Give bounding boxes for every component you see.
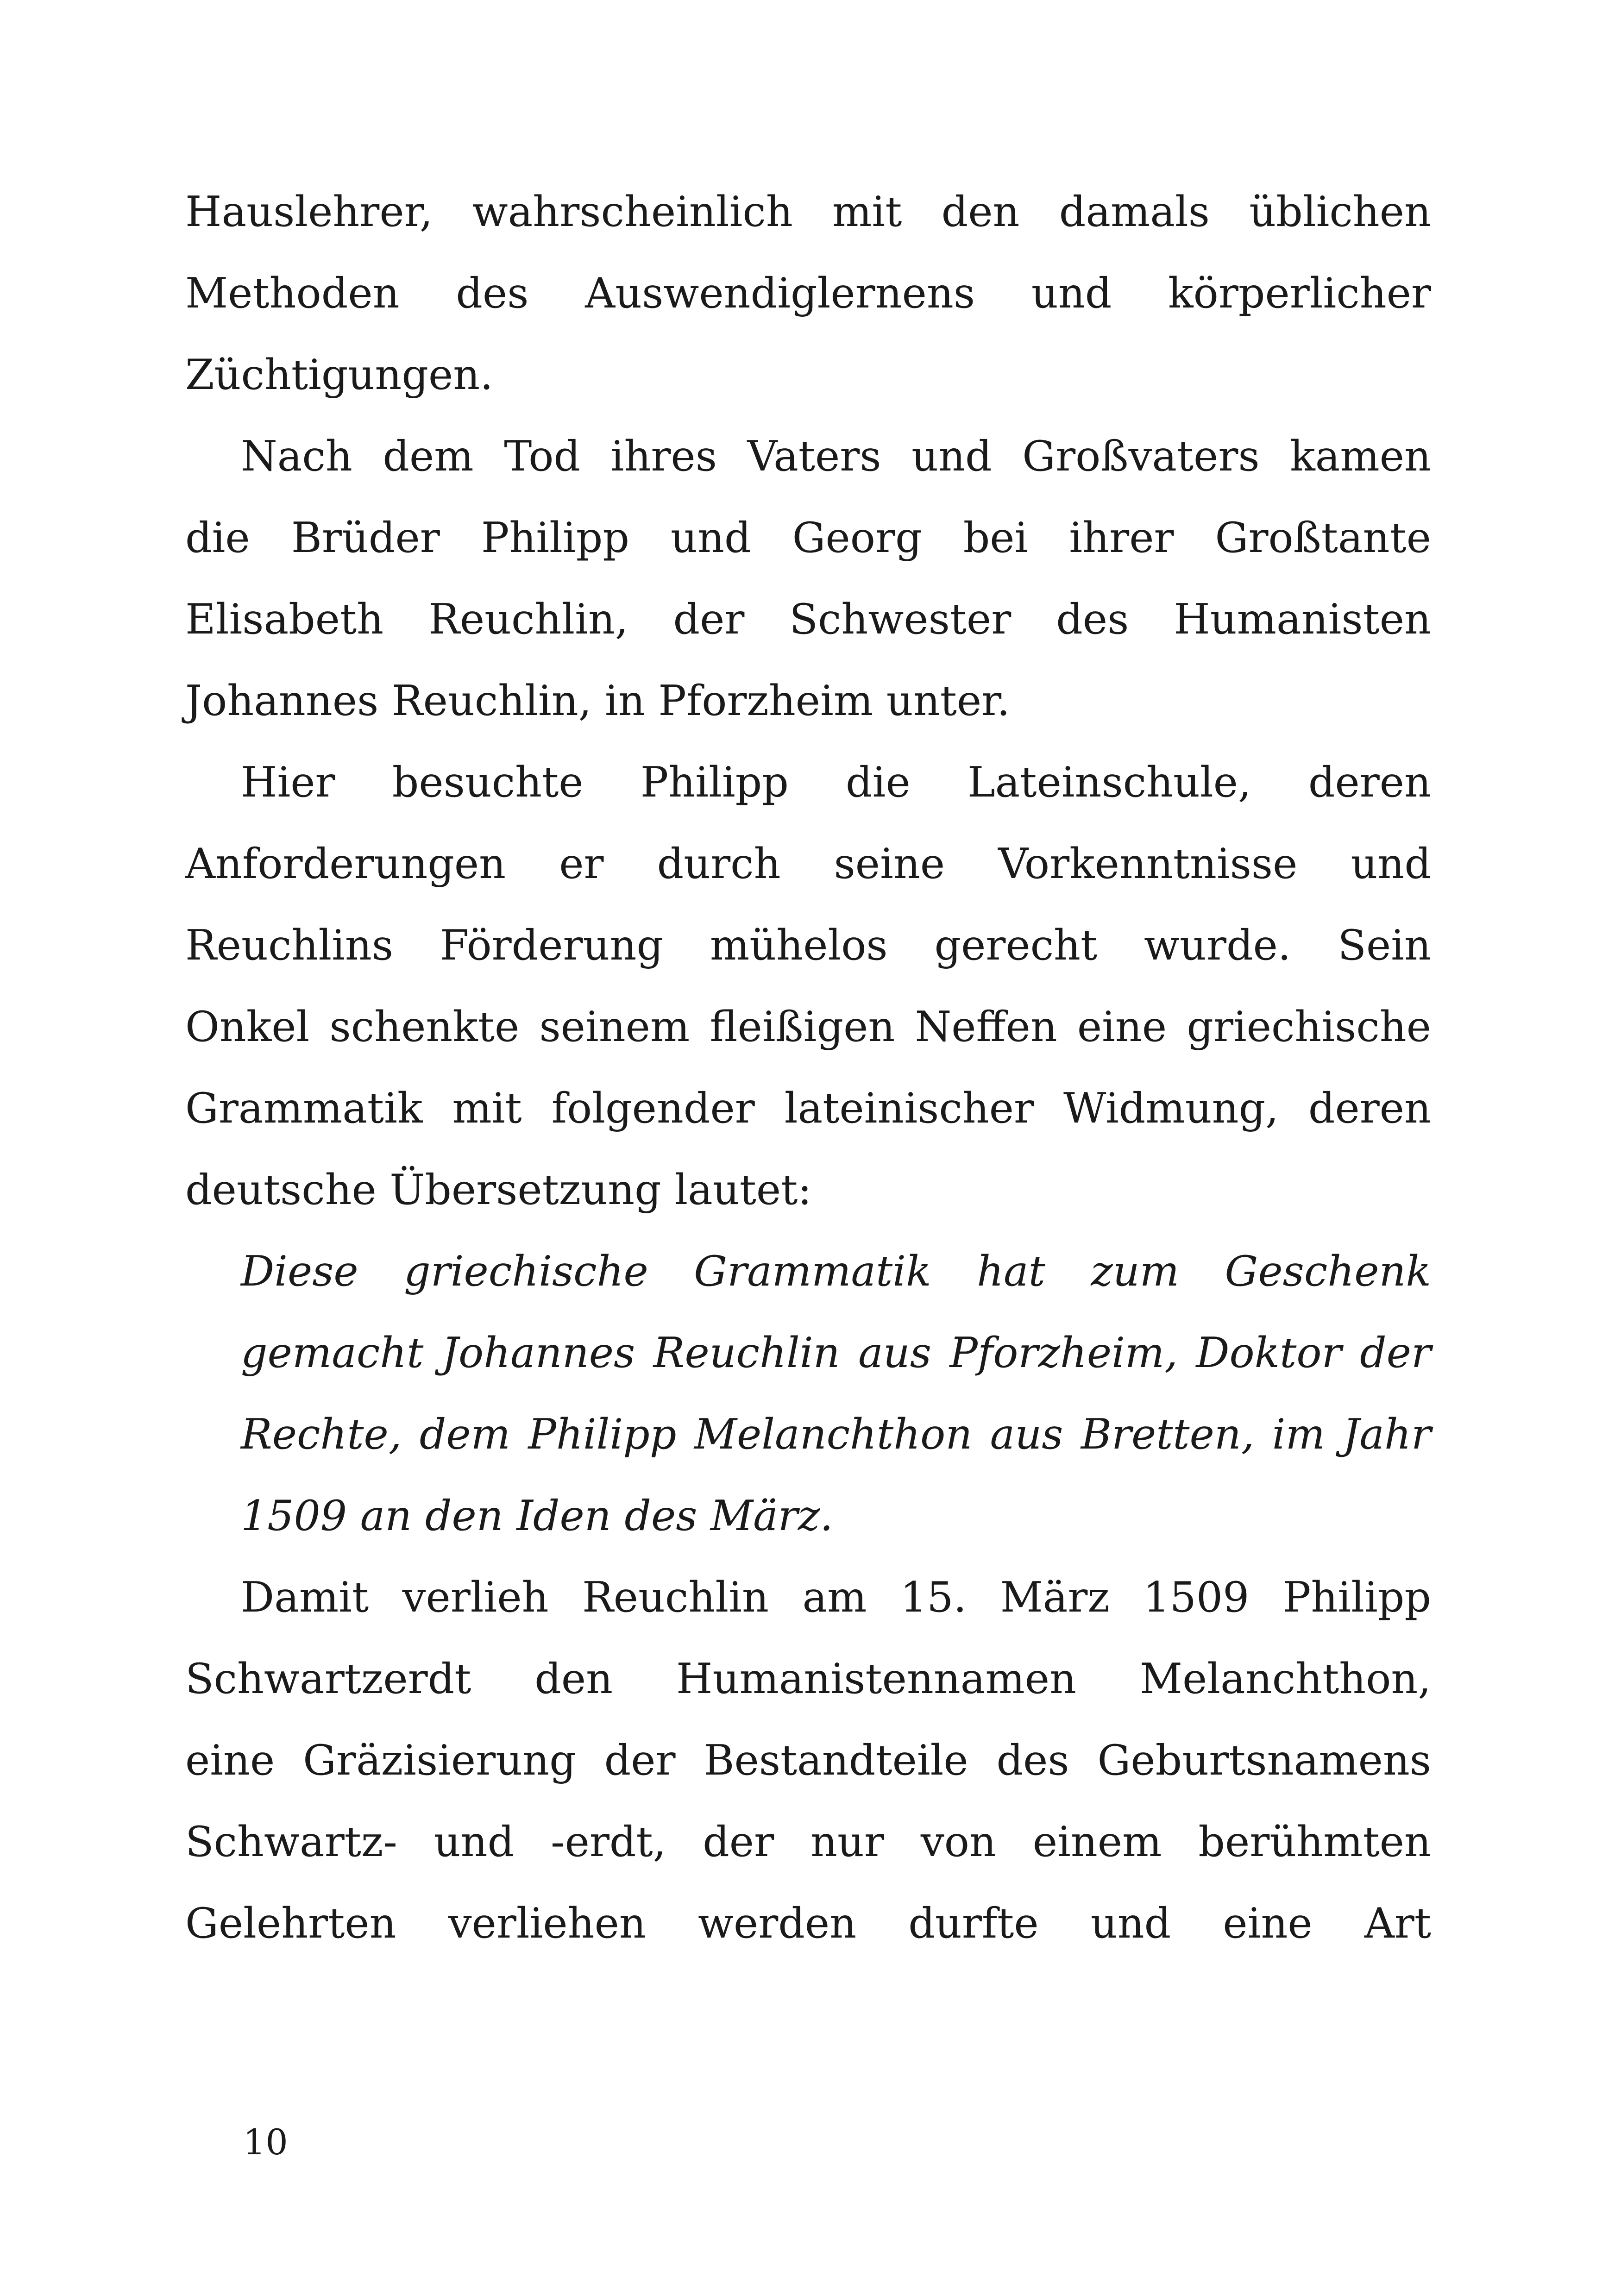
text-line: Methoden des Auswendiglernens und körperlicher [185,269,1431,318]
text-line: Schwartzerdt den Humanistennamen Melanchthon, [185,1655,1431,1703]
text-line: Gelehrten verliehen werden durfte und eine Art [185,1899,1431,1948]
text-line: Hauslehrer, wahrscheinlich mit den damals üblichen [185,188,1431,236]
paragraph-2 [185,416,1431,742]
quote-line: Rechte, dem Philipp Melanchthon aus Bretten, im Jahr [241,1410,1431,1459]
text-line: Johannes Reuchlin, in Pforzheim unter. [185,677,1010,725]
text-line: Nach dem Tod ihres Vaters und Großvaters kamen [241,432,1431,481]
paragraph-4 [185,1557,1431,1964]
page-number: 10 [243,2121,288,2163]
text-line: Züchtigungen. [185,351,493,399]
text-line: Reuchlins Förderung mühelos gerecht wurde. Sein [185,921,1431,970]
text-line: die Brüder Philipp und Georg bei ihrer Großtante [185,514,1431,562]
quote-line: 1509 an den Iden des März. [241,1492,833,1540]
paragraph-1 [185,171,1431,416]
text-line: Damit verlieh Reuchlin am 15. März 1509 Philipp [241,1573,1431,1622]
quote-line: gemacht Johannes Reuchlin aus Pforzheim, Doktor der [241,1329,1431,1377]
text-line: Onkel schenkte seinem fleißigen Neffen eine griechische [185,1003,1431,1051]
text-line: Anforderungen er durch seine Vorkenntnisse und [185,840,1431,888]
text-line: deutsche Übersetzung lautet: [185,1166,812,1214]
block-quote [185,1231,1431,1557]
quote-line: Diese griechische Grammatik hat zum Geschenk [241,1247,1431,1296]
body-text [185,171,1431,1964]
text-line: Elisabeth Reuchlin, der Schwester des Humanisten [185,595,1431,644]
text-line: Hier besuchte Philipp die Lateinschule, deren [241,758,1431,807]
paragraph-3 [185,742,1431,1231]
text-line: Schwartz- und -erdt, der nur von einem berühmten [185,1818,1431,1866]
text-line: Grammatik mit folgender lateinischer Widmung, deren [185,1084,1431,1133]
text-line: eine Gräzisierung der Bestandteile des Geburtsnamens [185,1736,1431,1785]
